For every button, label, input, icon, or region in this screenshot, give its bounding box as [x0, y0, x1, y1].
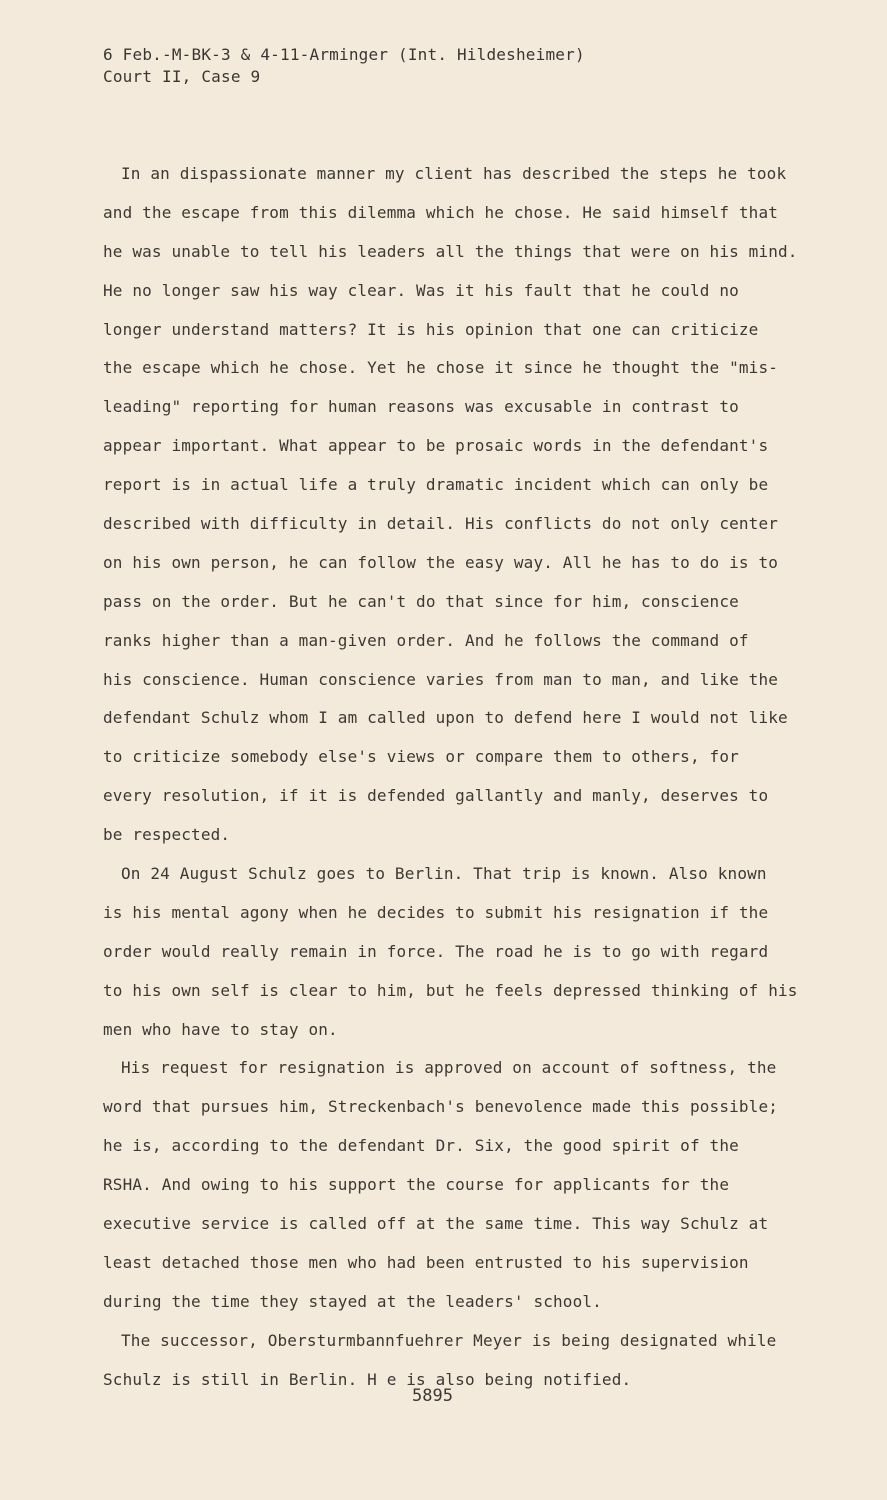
body-line: appear important. What appear to be prosaic words in the defendant's [103, 436, 769, 456]
body-line: pass on the order. But he can't do that since for him, conscience [103, 591, 739, 611]
body-line: his conscience. Human conscience varies from man to man, and like the [103, 669, 779, 689]
body-line: leading" reporting for human reasons was excusable in contrast to [103, 397, 739, 417]
body-line: he is, according to the defendant Dr. Six, the good spirit of the [103, 1136, 739, 1156]
document-header [103, 44, 585, 88]
body-line: He no longer saw his way clear. Was it his fault that he could no [103, 280, 739, 300]
body-line: to his own self is clear to him, but he feels depressed thinking of his [103, 980, 798, 1000]
page-number: 5895 [412, 1386, 453, 1406]
body-line: order would really remain in force. The road he is to go with regard [103, 941, 769, 961]
body-line: to criticize somebody else's views or compare them to others, for [103, 747, 739, 767]
body-line: His request for resignation is approved on account of softness, the [121, 1058, 777, 1078]
body-line: RSHA. And owing to his support the course for applicants for the [103, 1175, 730, 1195]
body-line: ranks higher than a man-given order. And he follows the command of [103, 630, 749, 650]
body-line: the escape which he chose. Yet he chose it since he thought the "mis- [103, 358, 779, 378]
body-line: executive service is called off at the same time. This way Schulz at [103, 1214, 769, 1234]
body-line: during the time they stayed at the leaders' school. [103, 1291, 602, 1311]
body-line: on his own person, he can follow the easy way. All he has to do is to [103, 552, 779, 572]
body-line: men who have to stay on. [103, 1019, 338, 1039]
body-line: described with difficulty in detail. His conflicts do not only center [103, 514, 779, 534]
body-line: Schulz is still in Berlin. H e is also being notified. [103, 1369, 632, 1389]
header-line-1: 6 Feb.-M-BK-3 & 4-11-Arminger (Int. Hildesheimer) [103, 45, 585, 64]
document-body [103, 155, 798, 1400]
body-line: is his mental agony when he decides to submit his resignation if the [103, 902, 769, 922]
body-line: every resolution, if it is defended gallantly and manly, deserves to [103, 786, 769, 806]
body-line: On 24 August Schulz goes to Berlin. That trip is known. Also known [121, 864, 767, 884]
body-line: least detached those men who had been entrusted to his supervision [103, 1252, 749, 1272]
body-line: The successor, Obersturmbannfuehrer Meyer is being designated while [121, 1330, 777, 1350]
body-line: word that pursues him, Streckenbach's benevolence made this possible; [103, 1097, 779, 1117]
header-line-2: Court II, Case 9 [103, 67, 261, 86]
body-line: and the escape from this dilemma which he chose. He said himself that [103, 202, 779, 222]
body-line: longer understand matters? It is his opinion that one can criticize [103, 319, 759, 339]
body-line: he was unable to tell his leaders all the things that were on his mind. [103, 241, 798, 261]
body-line: be respected. [103, 825, 231, 845]
body-line: report is in actual life a truly dramatic incident which can only be [103, 475, 769, 495]
body-line: In an dispassionate manner my client has described the steps he took [121, 164, 787, 183]
body-line: defendant Schulz whom I am called upon to defend here I would not like [103, 708, 788, 728]
